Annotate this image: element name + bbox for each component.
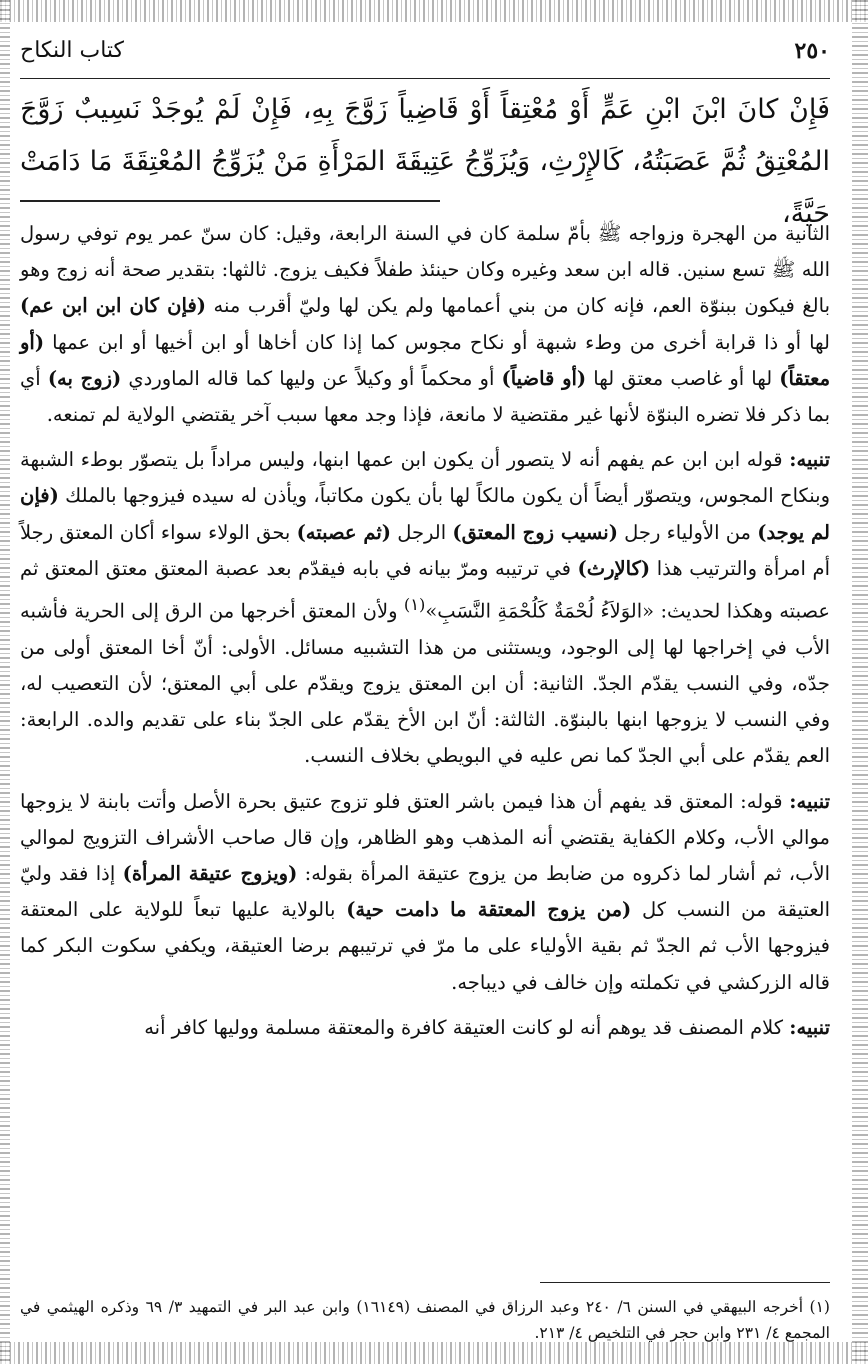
commentary-text: من الأولياء رجل bbox=[624, 520, 751, 544]
tanbih-label: تنبيه: bbox=[789, 448, 830, 472]
commentary-text: قوله: المعتق قد يفهم أن هذا فيمن باشر العتق فلو تزوج عتيق بحرة الأصل وأتت بابنة لا يزوجها موالي الأب، وكلام الكفاية يقتضي أنه المذهب وهو الظاهر، وإن قال صاحب الأشراف التزويج لموالي الأب، ثم أشار لما ذكروه من ضابط من يزوج عتيقة المرأة بقوله: bbox=[20, 789, 830, 885]
book-title: كتاب النكاح bbox=[20, 38, 125, 63]
commentary-text: بالولاية عليها تبعاً للولاية على المعتقة فيزوجها الأب ثم الجدّ ثم بقية الأولياء على ما مرّ في ترتيبهم برضا العتيقة، ويكفي سكوت البكر كما قاله الزركشي في تكملته وإن خالف في ديباجه. bbox=[20, 898, 830, 994]
commentary-text: الرجل bbox=[397, 520, 447, 544]
commentary-text: بحق الولاء سواء أكان المعتق رجلاً أم امرأة والترتيب هذا bbox=[20, 520, 830, 580]
commentary-text: الثانية من الهجرة وزواجه ﷺ بأمّ سلمة كان في السنة الرابعة، وقيل: كان سنّ عمر يوم توفي رسول الله ﷺ تسع سنين. قاله ابن سعد وغيره وكان حينئذ طفلاً فكيف يزوج. ثالثها: بتقدير صحة أنه زوج وهو بالغ فيكون ببنوّة العم، فإنه كان من بني أعمامها ولم يكن لها وليّ أقرب منه bbox=[20, 222, 830, 318]
commentary-paragraph bbox=[20, 784, 830, 1001]
matn-divider bbox=[20, 200, 440, 202]
tanbih-label: تنبيه: bbox=[789, 789, 831, 813]
commentary-text: لها أو ذا قرابة أخرى من وطء شبهة أو نكاح مجوس كما إذا كان أخاها أو ابن أخيها أو ابن عمها bbox=[52, 330, 830, 354]
matn-quote: (من يزوج المعتقة ما دامت حية) bbox=[346, 898, 632, 922]
matn-quote: (نسيب زوج المعتق) bbox=[452, 520, 618, 544]
page-number: ٢٥٠ bbox=[794, 38, 830, 64]
matn-quote: (كالإرث) bbox=[577, 556, 651, 580]
commentary-text: لها أو غاصب معتق لها bbox=[593, 366, 773, 390]
commentary-paragraph bbox=[20, 216, 830, 433]
commentary-paragraph bbox=[20, 442, 830, 774]
commentary-text: في ترتيبه ومرّ بيانه في بابه فيقدّم بعد عصبة المعتق معتق المعتق ثم عصبته وهكذا لحديث: «الوَلاَءُ لُحْمَةٌ كَلُحْمَةِ النَّسَبِ» bbox=[20, 556, 830, 623]
page-header bbox=[20, 36, 830, 76]
matn-quote: (أو معتقاً) bbox=[20, 330, 831, 390]
commentary-paragraph bbox=[20, 1010, 830, 1046]
ornamental-border-right bbox=[852, 0, 868, 1364]
matn-quote: (ثم عصبته) bbox=[296, 520, 391, 544]
commentary-text: أو محكماً أو وكيلاً عن وليها كما قاله الماوردي bbox=[128, 366, 495, 390]
matn-quote: (ويزوج عتيقة المرأة) bbox=[122, 861, 298, 885]
footnote-divider bbox=[540, 1282, 830, 1283]
footnote-marker[interactable]: (١) bbox=[403, 595, 426, 615]
matn-quote: (زوج به) bbox=[47, 366, 122, 390]
tanbih-label: تنبيه: bbox=[789, 1015, 830, 1039]
commentary-text: إذا فقد وليّ العتيقة من النسب كل bbox=[20, 861, 831, 922]
commentary bbox=[20, 216, 830, 1055]
commentary-text: قوله ابن ابن عم يفهم أنه لا يتصور أن يكون ابن عمها ابنها، وليس مراداً بل يتصوّر بوطء الشبهة وبنكاح المجوس، ويتصوّر أيضاً أن يكون مالكاً لها بأن يكون مكاتباً، ويأذن له سيده فيزوجها بالملك bbox=[20, 448, 831, 508]
footnote: (١) أخرجه البيهقي في السنن ٦/ ٢٤٠ وعبد الرزاق في المصنف (١٦١٤٩) وابن عبد البر في التمهيد ٣/ ٦٩ وذكره الهيثمي في المجمع ٤/ ٢٣١ وابن حجر في التلخيص ٤/ ٢١٣. bbox=[20, 1298, 830, 1342]
matn-quote: (أو قاضياً) bbox=[501, 366, 587, 390]
matn-quote: (فإن لم يوجد) bbox=[20, 484, 830, 544]
header-rule bbox=[20, 78, 830, 79]
commentary-text: ولأن المعتق أخرجها من الرق إلى الحرية فأشبه الأب في إخراجها لها إلى الوجود، ويستثنى من هذا التشبيه مسائل. الأولى: أنّ أخا المعتق أولى من جدّه، وفي النسب يقدّم الجدّ. الثانية: أن ابن المعتق يزوج ويقدّم على أبي المعتق؛ لأن التعصيب له، وفي النسب لا يزوجها ابنها بالبنوّة. الثالثة: أنّ ابن الأخ يقدّم على الجدّ بناء على تقديم والده. الرابعة: العم يقدّم على أبي الجدّ كما نص عليه في البويطي بخلاف النسب. bbox=[20, 599, 830, 768]
commentary-text: كلام المصنف قد يوهم أنه لو كانت العتيقة كافرة والمعتقة مسلمة ووليها كافر أنه bbox=[144, 1015, 784, 1039]
commentary-text: أي بما ذكر فلا تضره البنوّة لأنها غير مقتضية لا مانعة، فإذا وجد معها سبب آخر يقتضي الولاية لم تمنعه. bbox=[20, 366, 830, 427]
book-page bbox=[20, 30, 831, 1342]
ornamental-border-left bbox=[0, 0, 10, 1364]
matn-text: فَإِنْ كانَ ابْنَ ابْنِ عَمٍّ أَوْ مُعْتِقاً أَوْ قَاضِياً زَوَّجَ بِهِ، فَإِنْ لَمْ يُوجَدْ نَسِيبٌ زَوَّجَ المُعْتِقُ ثُمَّ عَصَبَتُهُ، كَالإِرْثِ، وَيُزَوِّجُ عَتِيقَةَ المَرْأَةِ مَنْ يُزَوِّجُ المُعْتِقَةَ مَا دَامَتْ حَيَّةً، bbox=[20, 94, 830, 229]
matn-quote: (فإن كان ابن ابن عم) bbox=[20, 294, 206, 318]
ornamental-border-top bbox=[0, 0, 868, 22]
